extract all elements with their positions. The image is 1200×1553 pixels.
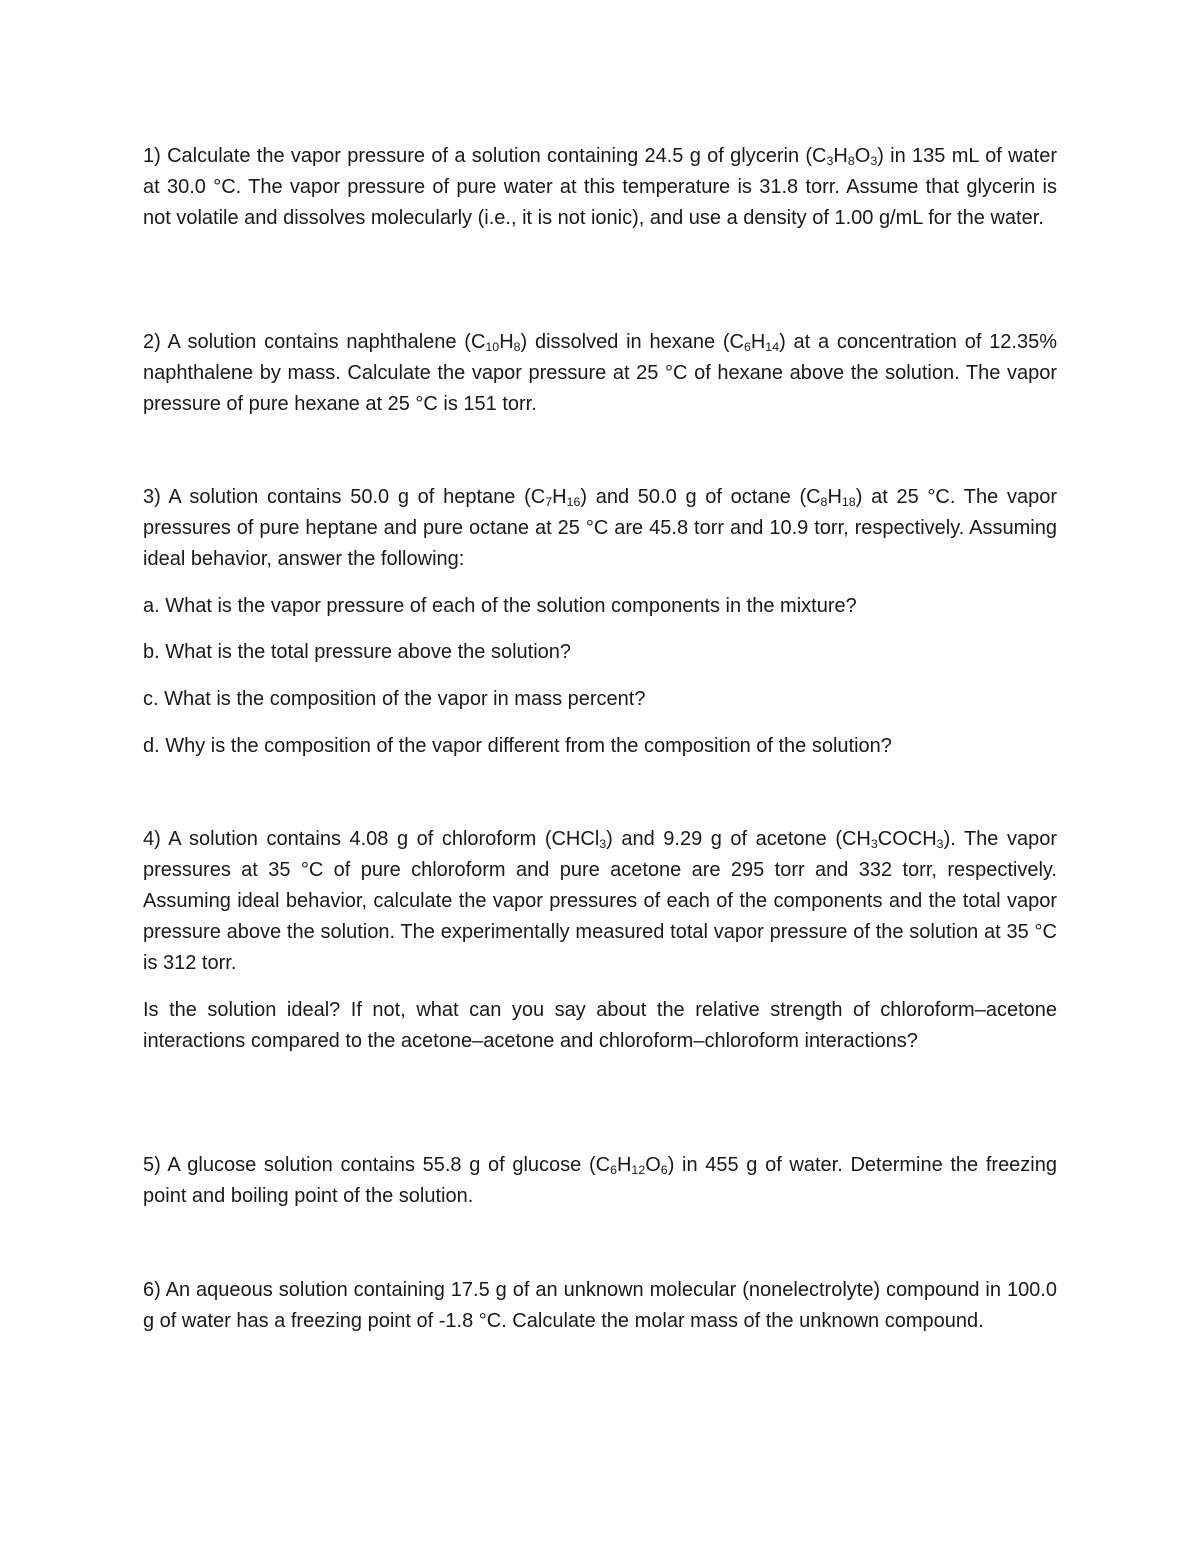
subscript: 8 [820,495,828,510]
formula-element: H [499,331,514,353]
problem-2 [143,327,1057,420]
problem-4 [143,824,1057,979]
problem-3-text: 3) A solution contains 50.0 g of heptane (C [143,486,546,508]
subscript: 6 [660,1163,668,1178]
problem-6: 6) An aqueous solution containing 17.5 g of an unknown molecular (nonelectrolyte) compound in 100.0 g of water has a freezing point of -1.8 °C. Calculate the molar mass of the unknown compound. [143,1279,1057,1332]
subscript: 3 [870,154,878,169]
subscript: 3 [599,837,607,852]
subscript: 8 [847,154,855,169]
formula-element: H [552,486,567,508]
problem-1 [143,141,1057,234]
subscript: 3 [936,837,944,852]
formula-element: O [645,1154,661,1176]
problem-3-text: ) and 50.0 g of octane (C [580,486,821,508]
subscript: 10 [485,340,500,355]
problem-4-text: 4) A solution contains 4.08 g of chloroform (CHCl [143,828,600,850]
problem-3-part-d: d. Why is the composition of the vapor different from the composition of the solution? [143,735,892,757]
problem-3-part-b: b. What is the total pressure above the solution? [143,641,572,663]
subscript: 6 [610,1163,617,1178]
problem-4-text: ). The vapor pressures at 35 °C of pure chloroform and pure acetone are 295 torr and 332 torr, respectively. Assuming ideal behavior, calculate the vapor pressures of each of the components and the total vapor pressure above the solution. The experimentally measured total vapor pressure of the solution at 35 °C is 312 torr. [143,828,1057,974]
problem-4-question: Is the solution ideal? If not, what can you say about the relative strength of chloroform–acetone interactions compared to the acetone–acetone and chloroform–chloroform interactions? [143,999,1057,1052]
subscript: 18 [841,495,856,510]
problem-3-part-a: a. What is the vapor pressure of each of the solution components in the mixture? [143,595,857,617]
subscript: 12 [631,1163,646,1178]
problem-3-text: ) at 25 °C. The vapor pressures of pure heptane and pure octane at 25 °C are 45.8 torr and 10.9 torr, respectively. Assuming ideal behavior, answer the following: [143,486,1057,570]
formula-element: H [750,331,766,353]
problem-1-text-intro: 1) Calculate the vapor pressure of a solution containing 24.5 g of glycerin (C [143,145,827,167]
problem-5-text: 5) A glucose solution contains 55.8 g of glucose (C [143,1154,611,1176]
problem-1-text-rest: ) in 135 mL of water at 30.0 °C. The vapor pressure of pure water at this temperature is 31.8 torr. Assume that glycerin is not volatile and dissolves molecularly (i.e., it is not ionic), and use a density of 1.00 g/mL for the water. [143,145,1057,229]
problem-3-part-c: c. What is the composition of the vapor in mass percent? [143,688,646,710]
problem-2-text: 2) A solution contains naphthalene (C [143,331,486,353]
subscript: 3 [870,837,878,852]
subscript: 6 [743,340,751,355]
problem-3 [143,482,1057,575]
formula-element: H [833,145,848,167]
subscript: 7 [545,495,553,510]
subscript: 8 [513,340,521,355]
subscript: 16 [566,495,581,510]
subscript: 3 [826,154,834,169]
formula-element: H [827,486,842,508]
problem-4-text: ) and 9.29 g of acetone (CH [606,828,871,850]
formula-element: H [616,1154,632,1176]
formula-element: O [854,145,871,167]
problem-5 [143,1150,1057,1212]
formula-element: COCH [877,828,937,850]
subscript: 14 [765,340,780,355]
problem-5-text: ) in 455 g of water. Determine the freezing point and boiling point of the solution. [143,1154,1057,1207]
problem-2-text: ) dissolved in hexane (C [520,331,744,353]
problem-2-text: ) at a concentration of 12.35% naphthalene by mass. Calculate the vapor pressure at 25 °C of hexane above the solution. The vapor pressure of pure hexane at 25 °C is 151 torr. [143,331,1057,415]
